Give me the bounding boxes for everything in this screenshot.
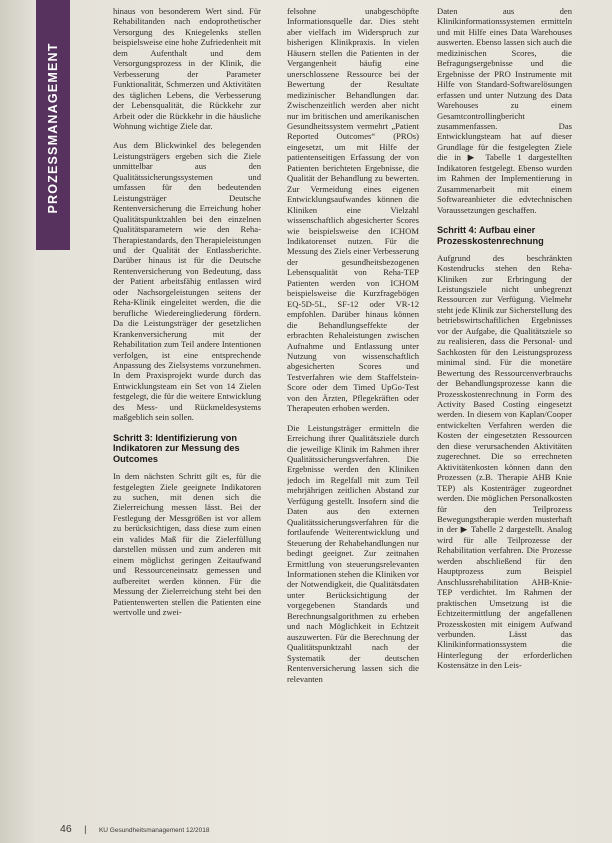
text-column-1: [113, 6, 261, 826]
section-tab-label: PROZESSMANAGEMENT: [46, 42, 60, 214]
text-column-3: [437, 6, 572, 826]
section-heading: Schritt 3: Identifizierung von Indikatoren zur Messung des Outcomes: [113, 432, 240, 465]
text-column-2: [287, 6, 419, 826]
paragraph: Daten aus den Klinikinformationssystemen ermitteln und mit Hilfe eines Data Warehouses auswerten. Ebenso lassen sich auch die medizinischen Scores, die Befragungsergebnisse und die Ergebnisse der PRO Instrumente mit Hilfe von Standard-Softwarelösungen erfassen und unter Nutzung des Data Warehouses zu einem Gesamtcontrollingbericht zusammenfassen. Das Entwicklungsteam hat auf dieser Grundlage für die festgelegten Ziele die in ▶ Tabelle 1 dargestellten Indikatoren festgelegt. Ebenso wurden im Rahmen der Implementierung in Zusammenarbeit mit einem Softwareanbieter die edvtechnischen Voraussetzungen geschaffen.: [437, 6, 572, 215]
section-heading: Schritt 4: Aufbau einer Prozesskostenrechnung: [437, 225, 544, 246]
paragraph: Die Leistungsträger ermitteln die Erreichung ihrer Qualitätsziele durch die jeweilige Klinik im Rahmen ihrer Qualitätssicherungsverfahren. Die Ergebnisse werden den Kliniken jedoch im Regelfall mit zum Teil mehrjährigen zeitlichen Abstand zur Verfügung gestellt. Insofern sind die Daten aus den externen Qualitätssicherungsverfahren für die fortlaufende Weiterentwicklung und Steuerung der Rehabehandlungen nur bedingt geeignet. Zur zeitnahen Ermittlung von steuerungsrelevanten Informationen stehen die Kliniken vor der Notwendigkeit, die Qualitätsdaten unter Berücksichtigung der vorgegebenen Standards und Berechnungsalgorithmen zu erheben und nach Möglichkeit in Echtzeit auszuwerten. Für die Berechnung der Qualitätspunktzahl nach der Systematik der deutschen Rentenversicherung lassen sich die relevanten: [287, 422, 419, 684]
paragraph: In dem nächsten Schritt gilt es, für die festgelegten Ziele geeignete Indikatoren zu suchen, mit denen sich die Zielerreichung messen lässt. Bei der Festlegung der Messgrößen ist vor allem zu berücksichtigen, dass diese zum einen ein valides Maß für die Zielerfüllung darstellen müssen und zum anderen mit einem möglichst geringen Zeitaufwand und Ressourceneinsatz gemessen und aufbereitet werden können. Für die Messung der Zielerreichung steht bei den Patientenwerten stellen die Patienten eine wertvolle und zwei-: [113, 471, 261, 617]
paragraph: hinaus von besonderem Wert sind. Für Rehabilitanden nach endoprothetischer Versorgung des Kniegelenks stellen beispielsweise eine hohe Zufriedenheit mit dem Aufenthalt und dem Versorgungsprozess in der Klinik, die Verbesserung der Parameter Funktionalität, Schmerzen und Aktivitäten des täglichen Lebens, die Verbesserung der Lebensqualität, die Rückkehr zur Arbeit oder die Rückkehr in die häusliche Wohnung wichtige Ziele dar.: [113, 6, 261, 131]
journal-title: KU Gesundheitsmanagement 12/2018: [98, 827, 210, 834]
page-footer: [60, 819, 210, 837]
page-number: 46: [60, 823, 72, 835]
paragraph: felsohne unabgeschöpfte Informationsquelle dar. Dies steht aber vielfach im Widerspruch zur bisherigen Klinikpraxis. In vielen Häusern stellen die Patienten in der Vergangenheit häufig eine unerschlossene Ressource bei der Bewertung der Resultate medizinischer Behandlungen dar. Zwischenzeitlich werden aber nicht nur im britischen und amerikanischen Gesundheitssystem vermehrt „Patient Reported Outcomes“ (PROs) eingesetzt, um mit Hilfe der patientenseitigen Erfassung der von Patienten berichteten Ergebnisse, die Qualität der Behandlung zu bewerten. Zur Vermeidung eines eigenen Entwicklungsaufwandes können die Kliniken eine Vielzahl wissenschaftlich abgesicherter Scores wie beispielsweise den ICHOM Indikatorenset nutzen. Für die Messung des Ziels einer Verbesserung der gesundheitsbezogenen Lebensqualität von Reha-TEP Patienten werden von ICHOM beispielsweise die Kurzfragebögen EQ-5D-5L, SF-12 oder VR-12 empfohlen. Darüber hinaus können die Behandlungseffekte der erbrachten Rehaleistungen zwischen Aufnahme und Entlassung unter Nutzung von wissenschaftlich abgesicherten Scores und Testverfahren wie dem Staffelstein-Score oder dem Timed UpGo-Test von den Ärzten, Pflegekräften oder Therapeuten erhoben werden.: [287, 6, 419, 414]
paragraph: Aufgrund des beschränkten Kostendrucks stehen den Reha-Kliniken zur Erbringung der Leistungsziele nicht unbegrenzt Ressourcen zur Verfügung. Vielmehr steht jede Klinik zur Sicherstellung des betriebswirtschaftlichen Ergebnisses vor der Aufgabe, die Qualitätsziele so zu realisieren, dass die Personal- und Sachkosten für den Leistungsprozess minimal sind. Für die monetäre Bewertung des Ressourcenverbrauchs der Behandlungsprozesse kann die Prozesskostenrechnung in Form des Activity Based Costing eingesetzt werden. In diesem von Kaplan/Cooper entwickelten Verfahren werden die Kosten der eingesetzten Ressourcen den diese verursachenden Aktivitäten zugerechnet. Die so errechneten Aktivitätenkosten können dann den Prozessen (z.B. Therapie AHB Knie TEP) als Kostenträger zugeordnet werden. Die möglichen Personalkosten für den Teilprozess Bewegungstherapie werden musterhaft in der ▶ Tabelle 2 dargestellt. Analog wird für alle Teilprozesse der Rehabilitation verfahren. Die Prozesse werden abschließend für den Hauptprozess zum Beispiel Anschlussrehabilitation AHB-Knie-TEP verdichtet. Im Rahmen der praktischen Umsetzung ist die Echtzeitermittlung der angefallenen Prozesskosten mit einigem Aufwand verbunden. Lässt das Klinikinformationssystem die Hinterlegung der erforderlichen Kostensätze in den Leis-: [437, 252, 572, 671]
footer-separator: |: [84, 824, 87, 834]
paragraph: Aus dem Blickwinkel des belegenden Leistungsträgers ergeben sich die Ziele unmittelbar aus den Qualitätssicherungssystemen und umfassen für den bedeutenden Leistungsträger Deutsche Rentenversicherung die Erreichung hoher Qualitätspunktzahlen bei den einzelnen Qualitätsparametern wie den Reha-Therapiestandards, den Therapieleistungen und der Qualität der Entlassberichte. Darüber hinaus ist für die Deutsche Rentenversicherung von Bedeutung, dass der Patient arbeitsfähig entlassen wird oder Nachsorgeleistungen seitens der Reha-Klinik eingeleitet werden, die die berufliche Wiedereingliederung fördern. Da die Leistungsträger der gesetzlichen Krankenversicherung mit der Rehabilitation zum Teil andere Intentionen verfolgen, ist eine entsprechende Anpassung des Zielsystems vorzunehmen. In dem Praxisprojekt wurde durch das Entwicklungsteam ein Set von 14 Zielen festgelegt, die für die weitere Entwicklung des Mess- und Rückmeldesystems maßgeblich sein sollen.: [113, 140, 261, 423]
